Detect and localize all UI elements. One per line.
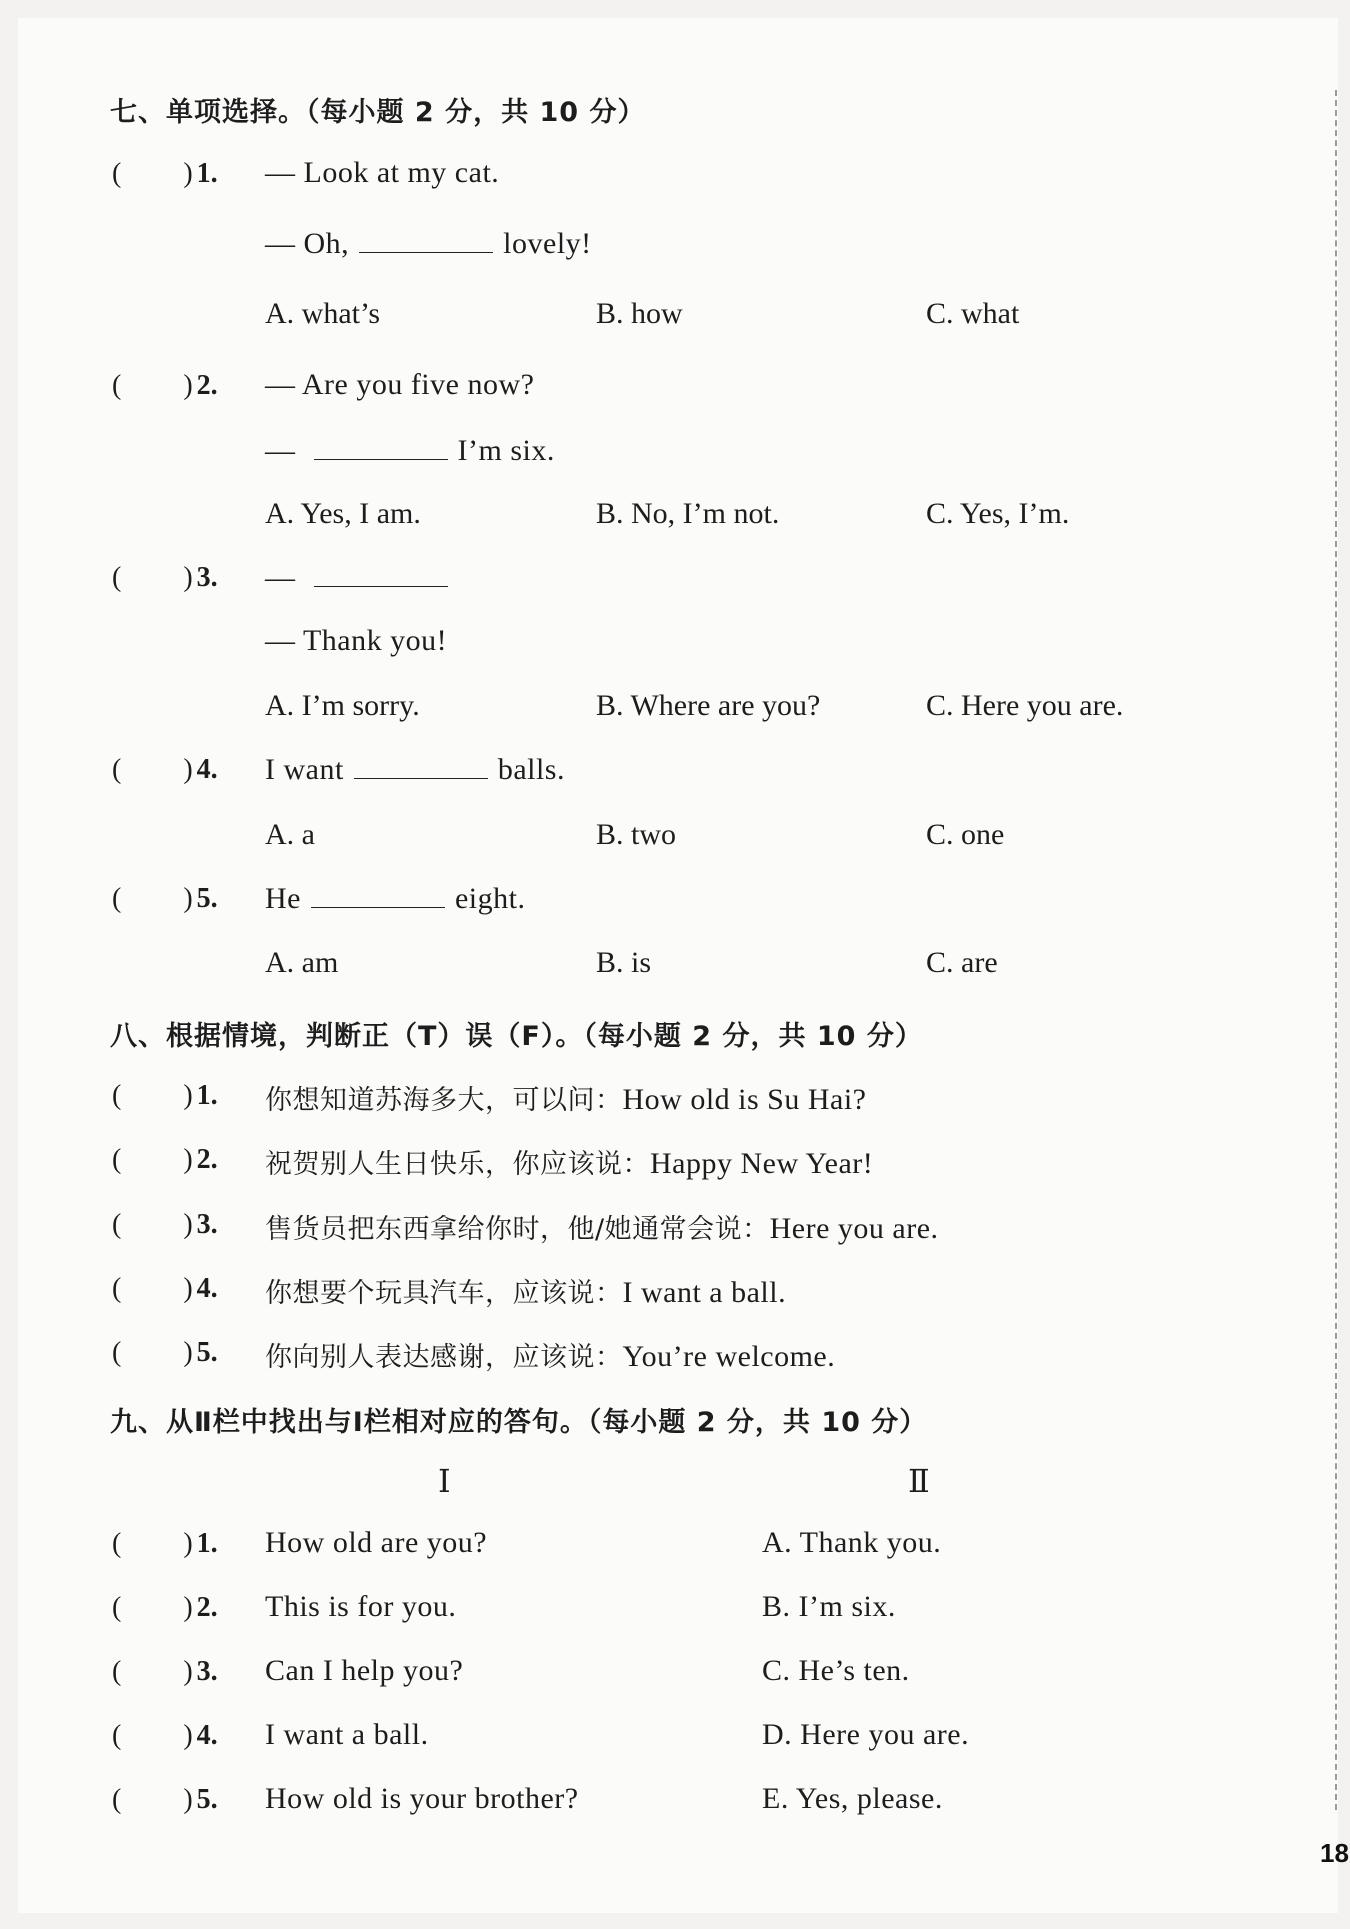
statement-line: 你想知道苏海多大，可以问：How old is Su Hai? xyxy=(265,1083,867,1116)
answer-option: D. Here you are. xyxy=(762,1718,970,1751)
statement-line: 你想要个玩具汽车，应该说：I want a ball. xyxy=(265,1276,787,1309)
answer-slot[interactable]: ( ) 2. xyxy=(112,370,218,401)
answer-slot[interactable]: ( ) 1. xyxy=(112,1080,218,1111)
option-a: A. I’m sorry. xyxy=(265,689,420,722)
answer-slot[interactable]: ( ) 4. xyxy=(112,1273,218,1304)
question-line: I want a ball. xyxy=(265,1718,429,1751)
answer-slot[interactable]: ( ) 1. xyxy=(112,158,218,189)
option-b: B. Where are you? xyxy=(596,689,821,722)
answer-slot[interactable]: ( ) 4. xyxy=(112,1720,218,1751)
question-line: This is for you. xyxy=(265,1590,457,1623)
page-number: 18 xyxy=(1320,1838,1349,1868)
answer-option: E. Yes, please. xyxy=(762,1782,943,1815)
fill-blank[interactable] xyxy=(314,433,448,460)
answer-slot[interactable]: ( ) 1. xyxy=(112,1528,218,1559)
option-b: B. No, I’m not. xyxy=(596,497,780,530)
page-margin-rule xyxy=(1335,90,1337,1810)
option-c: C. are xyxy=(926,946,998,979)
question-line: How old are you? xyxy=(265,1526,488,1559)
fill-blank[interactable] xyxy=(314,560,448,587)
answer-option: A. Thank you. xyxy=(762,1526,942,1559)
answer-slot[interactable]: ( ) 3. xyxy=(112,1209,218,1240)
question-line: I want balls. xyxy=(265,753,565,786)
section7-heading: 七、单项选择。（每小题 2 分，共 10 分） xyxy=(110,97,646,128)
option-b: B. is xyxy=(596,946,652,979)
answer-slot[interactable]: ( ) 2. xyxy=(112,1592,218,1623)
section9-heading: 九、从Ⅱ栏中找出与Ⅰ栏相对应的答句。（每小题 2 分，共 10 分） xyxy=(110,1407,928,1438)
question-line: How old is your brother? xyxy=(265,1782,579,1815)
answer-slot[interactable]: ( ) 5. xyxy=(112,1337,218,1368)
question-line: — Oh, lovely! xyxy=(265,227,592,260)
fill-blank[interactable] xyxy=(359,226,493,253)
question-line: He eight. xyxy=(265,882,526,915)
option-c: C. Here you are. xyxy=(926,689,1124,722)
option-c: C. one xyxy=(926,818,1005,851)
answer-slot[interactable]: ( ) 3. xyxy=(112,1656,218,1687)
answer-slot[interactable]: ( ) 4. xyxy=(112,754,218,785)
option-b: B. two xyxy=(596,818,677,851)
option-b: B. how xyxy=(596,297,683,330)
fill-blank[interactable] xyxy=(311,881,445,908)
question-line: — xyxy=(265,560,458,595)
statement-line: 祝贺别人生日快乐，你应该说：Happy New Year! xyxy=(265,1147,874,1180)
answer-option: B. I’m six. xyxy=(762,1590,896,1623)
section8-heading: 八、根据情境，判断正（T）误（F）。（每小题 2 分，共 10 分） xyxy=(110,1021,923,1052)
column-i-header: Ⅰ xyxy=(438,1463,451,1499)
answer-slot[interactable]: ( ) 5. xyxy=(112,1784,218,1815)
statement-line: 你向别人表达感谢，应该说：You’re welcome. xyxy=(265,1340,836,1373)
option-a: A. am xyxy=(265,946,339,979)
answer-slot[interactable]: ( ) 3. xyxy=(112,562,218,593)
question-line: — Thank you! xyxy=(265,624,448,657)
option-a: A. a xyxy=(265,818,315,851)
option-c: C. Yes, I’m. xyxy=(926,497,1070,530)
question-line: — Look at my cat. xyxy=(265,156,500,189)
option-a: A. what’s xyxy=(265,297,380,330)
answer-slot[interactable]: ( ) 2. xyxy=(112,1144,218,1175)
question-line: — Are you five now? xyxy=(265,368,535,401)
question-line: — I’m six. xyxy=(265,434,555,467)
option-a: A. Yes, I am. xyxy=(265,497,421,530)
statement-line: 售货员把东西拿给你时，他/她通常会说：Here you are. xyxy=(265,1212,939,1245)
column-ii-header: Ⅱ xyxy=(908,1463,930,1499)
fill-blank[interactable] xyxy=(354,752,488,779)
answer-slot[interactable]: ( ) 5. xyxy=(112,883,218,914)
option-c: C. what xyxy=(926,297,1020,330)
question-line: Can I help you? xyxy=(265,1654,464,1687)
answer-option: C. He’s ten. xyxy=(762,1654,910,1687)
